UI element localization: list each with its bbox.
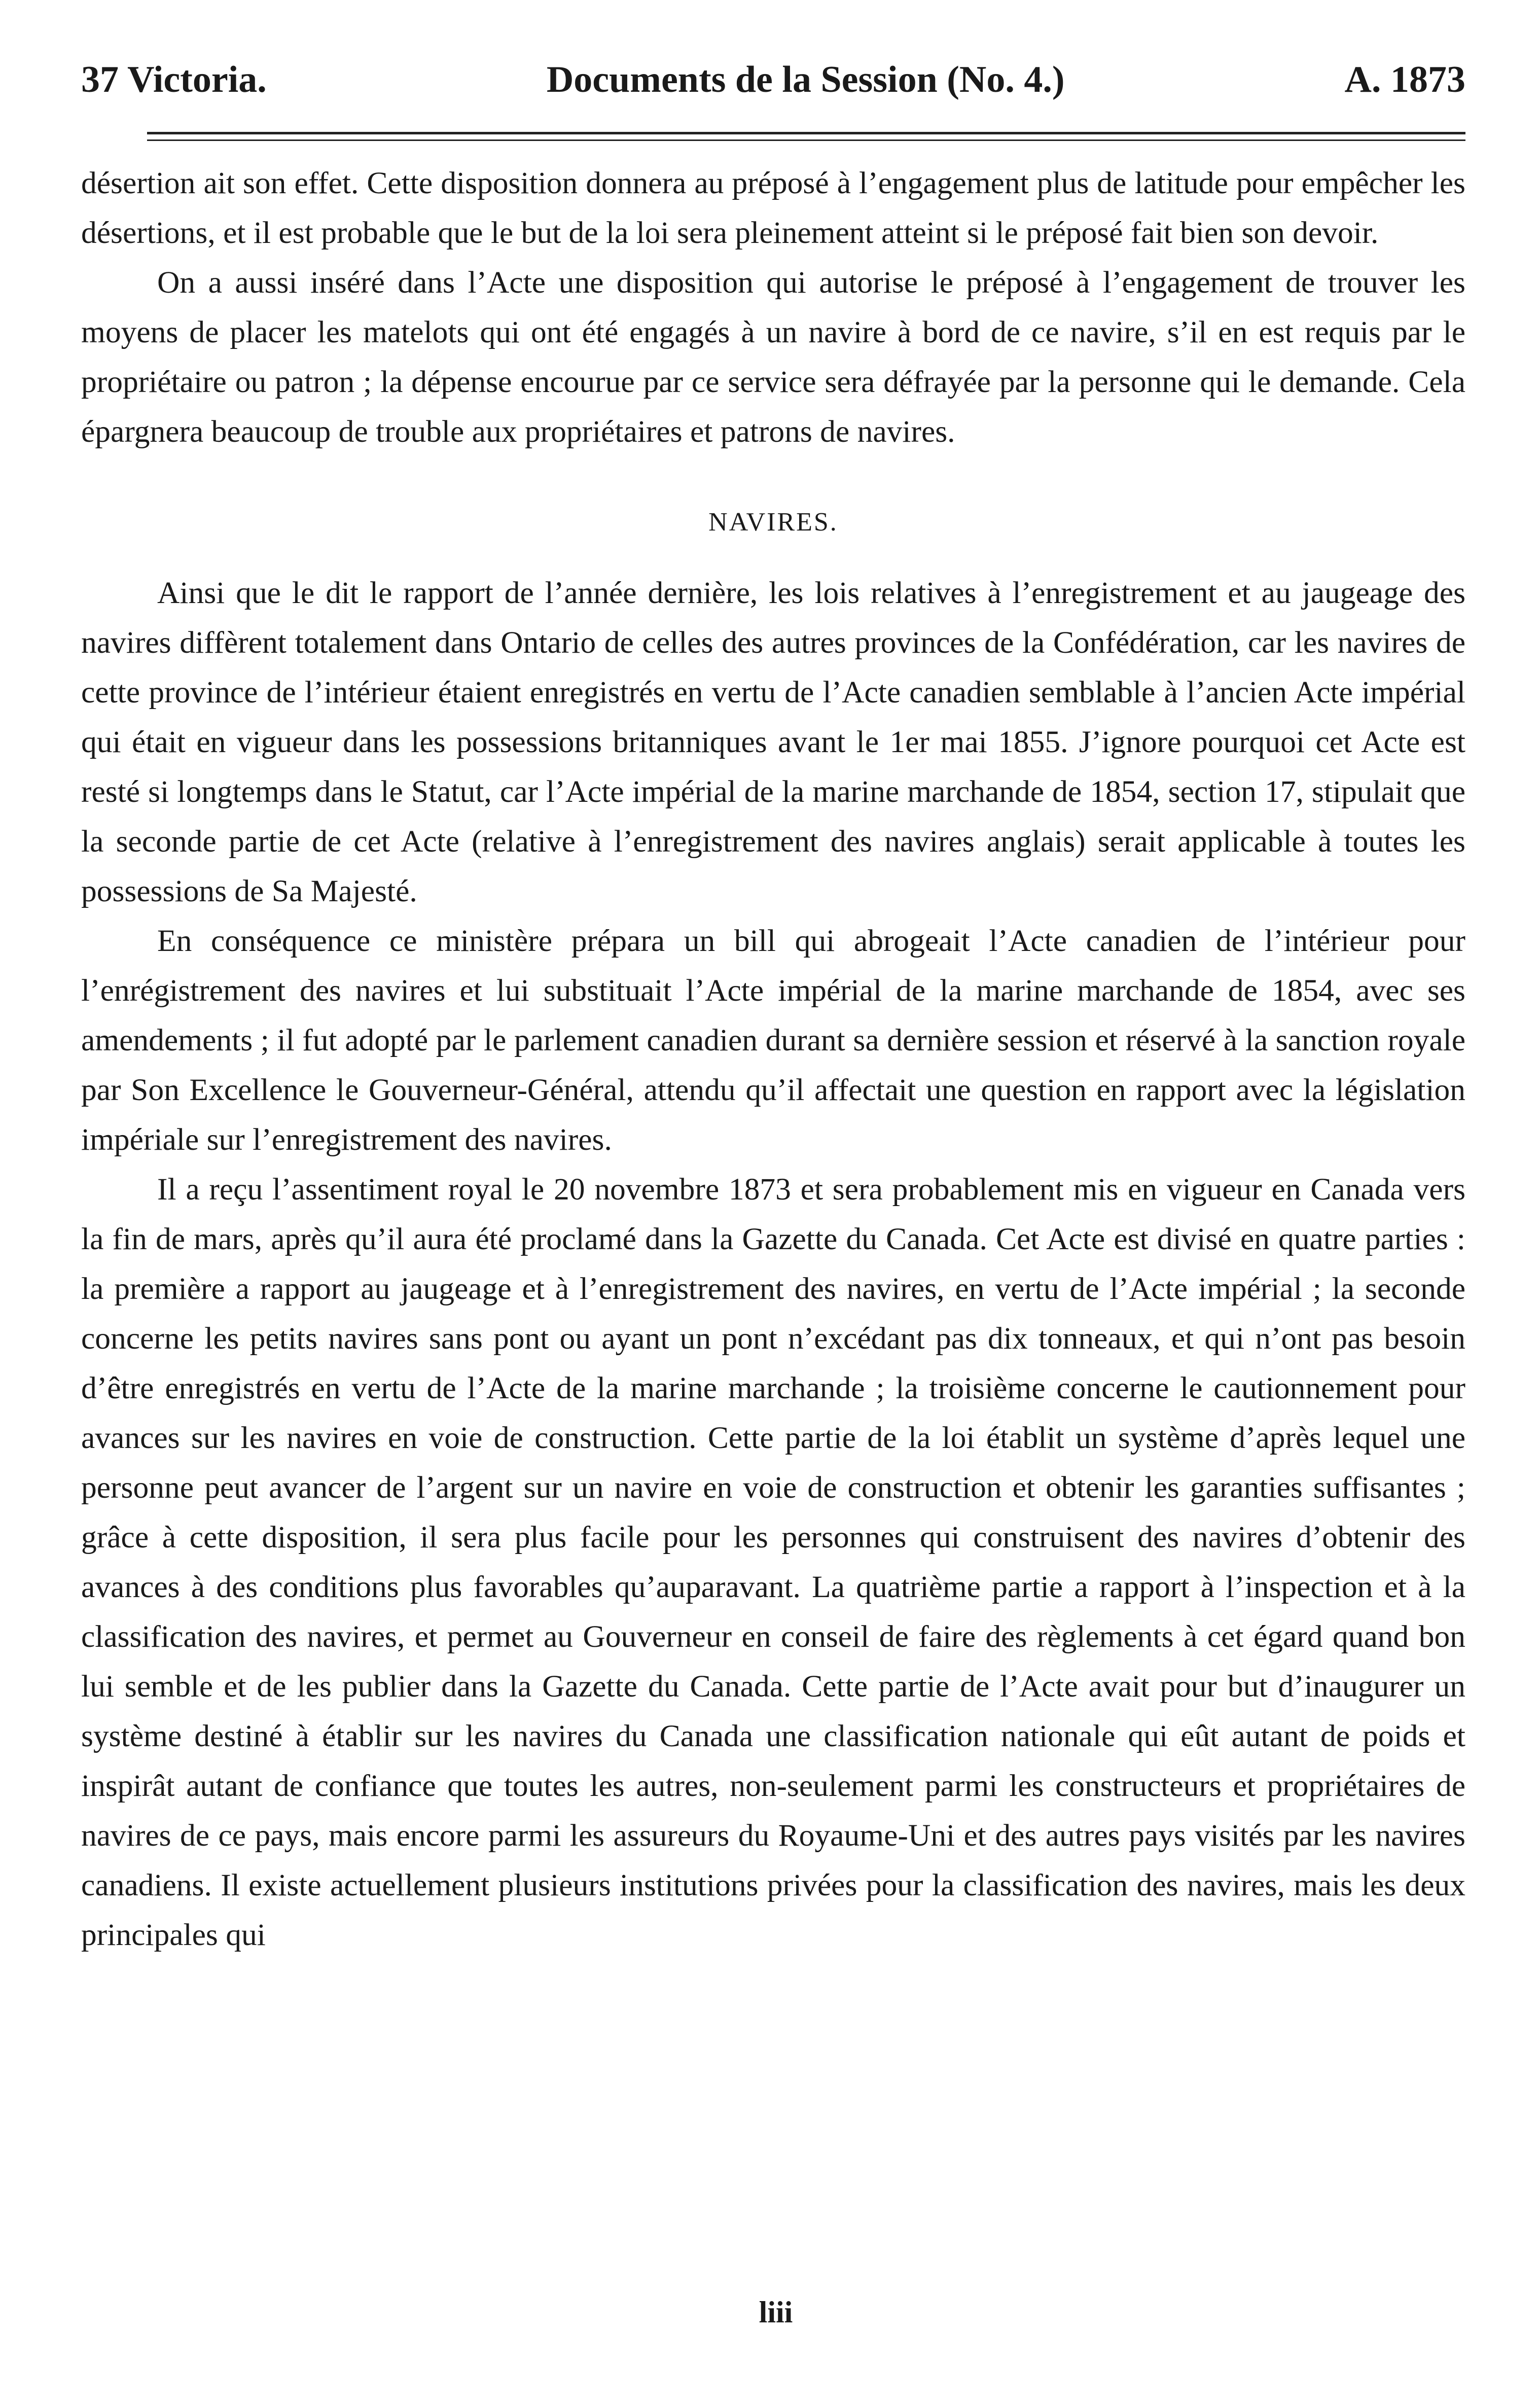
paragraph: Il a reçu l’assentiment royal le 20 novembre 1873 et sera probablement mis en vigueur en Canada vers la fin de mars, après qu’il aura été proclamé dans la Gazette du Canada. Cet Acte est divisé en quatre parties : la première a rapport au jaugeage et à l’enregistrement des navires, en vertu de l’Acte impérial ; la seconde concerne les petits navires sans pont ou ayant un pont n’excédant pas dix tonneaux, et qui n’ont pas besoin d’être enregistrés en vertu de l’Acte de la marine marchande ; la troisième concerne le cautionnement pour avances sur les navires en voie de construction. Cette partie de la loi établit un système d’après lequel une personne peut avancer de l’argent sur un navire en voie de construction et obtenir les garanties suffisantes ; grâce à cette disposition, il sera plus facile pour les personnes qui construisent des navires d’obtenir des avances à des conditions plus favorables qu’auparavant. La quatrième partie a rapport à l’inspection et à la classification des navires, et permet au Gouverneur en conseil de faire des règlements à cet égard quand bon lui semble et de les publier dans la Gazette du Canada. Cette partie de l’Acte avait pour but d’inaugurer un système destiné à établir sur les navires du Canada une classification nationale qui eût autant de poids et inspirât autant de confiance que toutes les autres, non-seulement parmi les constructeurs et propriétaires de navires de ce pays, mais encore parmi les assureurs du Royaume-Uni et des autres pays visités par les navires canadiens. Il existe actuellement plusieurs institutions privées pour la classification des navires, mais les deux principales qui — [81, 1172, 1465, 1952]
paragraph: En conséquence ce ministère prépara un bill qui abrogeait l’Acte canadien de l’intérieur pour l’enrégistrement des navires et lui substituait l’Acte impérial de la marine marchande de 1854, avec ses amendements ; il fut adopté par le parlement canadien durant sa dernière session et réservé à la sanction royale par Son Excellence le Gouverneur-Général, attendu qu’il affectait une question en rapport avec la législation impériale sur l’enregistrement des navires. — [81, 924, 1465, 1157]
section-heading: NAVIRES. — [708, 508, 838, 537]
header-rule-bottom — [147, 139, 1465, 141]
header-rule-top — [147, 132, 1465, 134]
header-right: A. 1873 — [1344, 59, 1465, 100]
header-left: 37 Victoria. — [81, 59, 267, 100]
paragraph: On a aussi inséré dans l’Acte une disposition qui autorise le préposé à l’engagement de trouver les moyens de placer les matelots qui ont été engagés à un navire à bord de ce navire, s’il en est requis par le propriétaire ou patron ; la dépense encourue par ce service sera défrayée par la personne qui le demande. Cela épargnera beaucoup de trouble aux propriétaires et patrons de navires. — [81, 265, 1465, 449]
paragraph: Ainsi que le dit le rapport de l’année dernière, les lois relatives à l’enregistrement et au jaugeage des navires diffèrent totalement dans Ontario de celles des autres provinces de la Confédération, car les navires de cette province de l’intérieur étaient enregistrés en vertu de l’Acte canadien semblable à l’ancien Acte impérial qui était en vigueur dans les possessions britanniques avant le 1er mai 1855. J’ignore pourquoi cet Acte est resté si longtemps dans le Statut, car l’Acte impérial de la marine marchande de 1854, section 17, stipulait que la seconde partie de cet Acte (relative à l’enregistrement des navires anglais) serait applicable à toutes les possessions de Sa Majesté. — [81, 576, 1465, 908]
header-title: Documents de la Session (No. 4.) — [546, 59, 1065, 100]
paragraph-continuation: désertion ait son effet. Cette disposition donnera au préposé à l’engagement plus de latitude pour empêcher les désertions, et il est probable que le but de la loi sera pleinement atteint si le préposé fait bien son devoir. — [81, 166, 1465, 250]
body-text — [76, 158, 1476, 1960]
page-number: liii — [759, 2295, 793, 2329]
document-page — [76, 41, 1476, 2374]
running-header — [76, 41, 1476, 117]
